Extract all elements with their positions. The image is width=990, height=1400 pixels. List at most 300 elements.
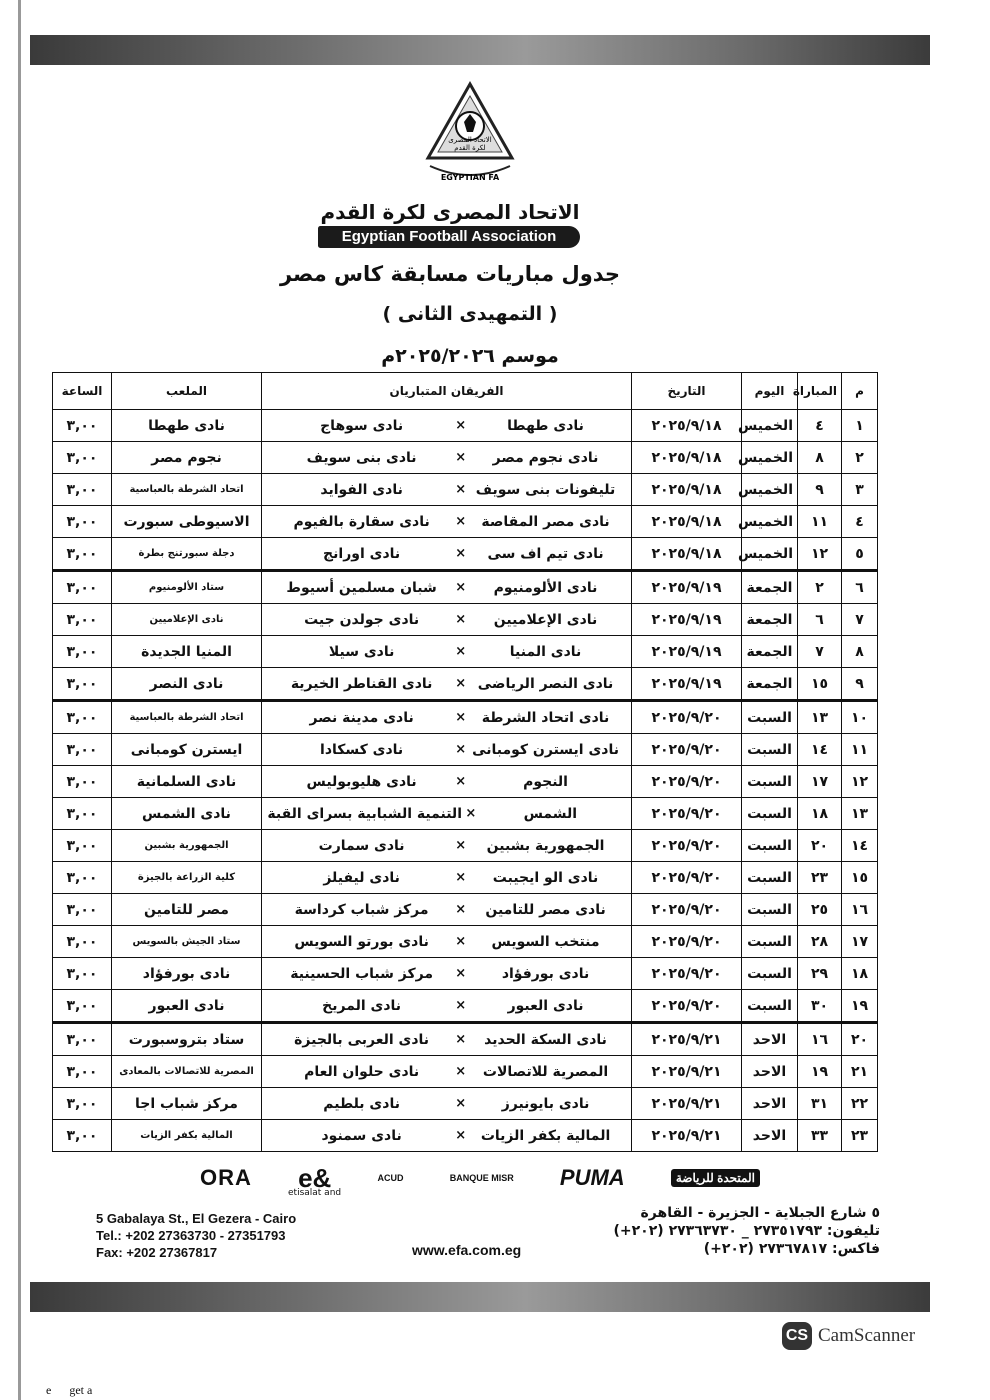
away-team: نادى الفوايد (320, 481, 403, 498)
away-team: نادى ليفيلز (323, 869, 400, 886)
vs-mark: × (455, 676, 467, 691)
cell-time: ٣,٠٠ (53, 636, 112, 668)
home-team: المصرية للاتصالات (482, 1063, 609, 1080)
cell-day: الخميس (742, 442, 798, 474)
cell-match: ١٦ (798, 1023, 842, 1056)
camscanner-watermark (782, 1322, 915, 1350)
cell-venue: نادى السلمانية (112, 766, 262, 798)
cell-time: ٣,٠٠ (53, 1088, 112, 1120)
efa-logo-icon (420, 80, 520, 190)
cell-match: ٨ (798, 442, 842, 474)
away-team: نادى سمارت (318, 837, 405, 854)
cell-match: ٢٩ (798, 958, 842, 990)
cell-venue: الاسيوطى سبورت (112, 506, 262, 538)
cell-date: ٢٠٢٥/٩/٢٠ (632, 894, 742, 926)
teams-wrap (262, 902, 631, 918)
document-title: جدول مباريات مسابقة كاس مصر (279, 262, 621, 286)
vs-mark: × (455, 870, 467, 885)
away-team: مركز شباب كرداسة (294, 901, 429, 918)
cell-match: ٢٠ (798, 830, 842, 862)
cell-teams (262, 990, 632, 1023)
home-team: الشمس (523, 805, 578, 822)
cell-teams (262, 1023, 632, 1056)
cell-time: ٣,٠٠ (53, 604, 112, 636)
cell-day: الجمعة (742, 668, 798, 701)
teams-wrap (262, 580, 631, 596)
footer-tel-en: Tel.: +202 27363730 - 27351793 (96, 1228, 286, 1243)
table-row (53, 701, 878, 734)
cell-teams (262, 1120, 632, 1152)
away-team: نادى سمنود (321, 1127, 402, 1144)
vs-mark: × (455, 1032, 467, 1047)
cell-date: ٢٠٢٥/٩/٢٠ (632, 798, 742, 830)
away-team: نادى جولدن جيت (304, 611, 420, 628)
cell-num: ١٧ (842, 926, 878, 958)
cell-date: ٢٠٢٥/٩/١٨ (632, 538, 742, 571)
home-team: المالية بكفر الزيات (480, 1127, 611, 1144)
cell-date: ٢٠٢٥/٩/٢٠ (632, 830, 742, 862)
cell-num: ٥ (842, 538, 878, 571)
home-team: نادى الو ايجيبت (492, 869, 599, 886)
table-row (53, 442, 878, 474)
cell-day: السبت (742, 798, 798, 830)
footer-fax-ar: فاكس: ٢٧٣٦٧٨١٧ (٢٠٢+) (703, 1241, 880, 1257)
cell-match: ٩ (798, 474, 842, 506)
cell-num: ٦ (842, 571, 878, 604)
cell-num: ٢٢ (842, 1088, 878, 1120)
cell-time: ٣,٠٠ (53, 798, 112, 830)
cell-num: ١٨ (842, 958, 878, 990)
header-match: المباراة (798, 373, 842, 410)
teams-wrap (262, 644, 631, 660)
cell-match: ٧ (798, 636, 842, 668)
cell-venue: نادى النصر (112, 668, 262, 701)
vs-mark: × (455, 482, 467, 497)
cell-date: ٢٠٢٥/٩/١٩ (632, 571, 742, 604)
vs-mark: × (455, 418, 467, 433)
cell-teams (262, 442, 632, 474)
cell-match: ٦ (798, 604, 842, 636)
logo-text-line2: لكرة القدم (454, 144, 486, 152)
away-team: نادى كسكادا (320, 741, 404, 758)
cell-num: ١١ (842, 734, 878, 766)
vs-mark: × (455, 580, 467, 595)
cell-date: ٢٠٢٥/٩/٢١ (632, 1056, 742, 1088)
cell-num: ٩ (842, 668, 878, 701)
cell-teams (262, 506, 632, 538)
teams-wrap (262, 1032, 631, 1048)
cell-date: ٢٠٢٥/٩/٢٠ (632, 926, 742, 958)
cell-venue: المصرية للاتصالات بالمعادى (112, 1056, 262, 1088)
cell-num: ٤ (842, 506, 878, 538)
home-team: نادى اتحاد الشرطة (481, 709, 610, 726)
logo-text-en: EGYPTIAN FA (440, 173, 500, 182)
table-row (53, 410, 878, 442)
vs-mark: × (455, 1096, 467, 1111)
cell-num: ١٩ (842, 990, 878, 1023)
cell-day: الجمعة (742, 636, 798, 668)
cell-num: ١٠ (842, 701, 878, 734)
cell-teams (262, 668, 632, 701)
season-label: موسم ٢٠٢٥/٢٠٢٦م (381, 345, 559, 367)
logo-text-line1: الاتحاد المصرى (448, 136, 492, 144)
cell-time: ٣,٠٠ (53, 990, 112, 1023)
schedule-table (52, 372, 878, 1152)
cell-time: ٣,٠٠ (53, 766, 112, 798)
teams-wrap (262, 870, 631, 886)
table-row (53, 636, 878, 668)
teams-wrap (262, 998, 631, 1014)
cell-match: ٣١ (798, 1088, 842, 1120)
cell-teams (262, 862, 632, 894)
cell-num: ٢٣ (842, 1120, 878, 1152)
cell-time: ٣,٠٠ (53, 538, 112, 571)
cell-venue: اتحاد الشرطة بالعباسية (112, 474, 262, 506)
cell-date: ٢٠٢٥/٩/٢٠ (632, 862, 742, 894)
cell-date: ٢٠٢٥/٩/٢٠ (632, 701, 742, 734)
home-team: نادى السكة الحديد (484, 1031, 607, 1048)
cell-match: ١٥ (798, 668, 842, 701)
cell-time: ٣,٠٠ (53, 571, 112, 604)
cell-match: ١٣ (798, 701, 842, 734)
home-team: نادى طهطا (507, 417, 584, 434)
teams-wrap (262, 450, 631, 466)
table-row (53, 1088, 878, 1120)
cell-time: ٣,٠٠ (53, 1023, 112, 1056)
cell-match: ١٢ (798, 538, 842, 571)
cell-match: ٢٣ (798, 862, 842, 894)
cell-num: ٣ (842, 474, 878, 506)
cell-day: السبت (742, 958, 798, 990)
teams-wrap (262, 676, 631, 692)
cell-teams (262, 571, 632, 604)
cell-date: ٢٠٢٥/٩/٢٠ (632, 734, 742, 766)
teams-wrap (262, 482, 631, 498)
cell-date: ٢٠٢٥/٩/١٩ (632, 636, 742, 668)
away-team: نادى سقارة بالفيوم (293, 513, 430, 530)
vs-mark: × (455, 742, 467, 757)
teams-wrap (262, 1096, 631, 1112)
header-day: اليوم (742, 373, 798, 410)
away-team: نادى بلطيم (323, 1095, 400, 1112)
cell-match: ٣٠ (798, 990, 842, 1023)
teams-wrap (262, 514, 631, 530)
away-team: نادى بنى سويف (306, 449, 417, 466)
away-team: نادى بورتو السويس (294, 933, 429, 950)
teams-wrap (262, 966, 631, 982)
federation-name-ar: الاتحاد المصرى لكرة القدم (320, 200, 580, 224)
cell-day: السبت (742, 701, 798, 734)
cell-date: ٢٠٢٥/٩/٢١ (632, 1120, 742, 1152)
away-team: نادى مدينة نصر (309, 709, 414, 726)
vs-mark: × (455, 934, 467, 949)
home-team: نادى مصر المقاصة (481, 513, 610, 530)
table-header-row (53, 373, 878, 410)
mutahida-logo: المتحدة للرياضة (671, 1169, 760, 1187)
table-row (53, 1120, 878, 1152)
footer-tel-ar: تليفون: ٢٧٣٥١٧٩٣ _ ٢٧٣٦٣٧٣٠ (٢٠٢+) (613, 1223, 880, 1239)
puma-logo: PUMA (559, 1165, 625, 1190)
ora-logo: ORA (200, 1165, 252, 1190)
cell-date: ٢٠٢٥/٩/١٨ (632, 410, 742, 442)
cell-day: السبت (742, 734, 798, 766)
home-team: نادى مصر للتامين (485, 901, 606, 918)
footer-band (30, 1282, 930, 1312)
cell-day: السبت (742, 990, 798, 1023)
cell-date: ٢٠٢٥/٩/١٩ (632, 668, 742, 701)
bottom-note: e get a (46, 1383, 93, 1397)
table-row (53, 538, 878, 571)
vs-mark: × (455, 1128, 467, 1143)
away-team: نادى سوهاج (320, 417, 404, 434)
cell-teams (262, 636, 632, 668)
table-row (53, 1056, 878, 1088)
vs-mark: × (455, 612, 467, 627)
cell-date: ٢٠٢٥/٩/١٨ (632, 474, 742, 506)
cell-day: الخميس (742, 506, 798, 538)
home-team: نادى ايسترن كومبانى (472, 741, 619, 758)
cell-match: ١٩ (798, 1056, 842, 1088)
vs-mark: × (455, 838, 467, 853)
cell-venue: ستاد بتروسبورت (112, 1023, 262, 1056)
federation-name-en: Egyptian Football Association (318, 226, 580, 248)
vs-mark: × (455, 998, 467, 1013)
sponsor-strip (200, 1160, 760, 1196)
cell-date: ٢٠٢٥/٩/٢١ (632, 1023, 742, 1056)
teams-wrap (262, 742, 631, 758)
cell-teams (262, 1056, 632, 1088)
cell-time: ٣,٠٠ (53, 1056, 112, 1088)
cell-num: ٢١ (842, 1056, 878, 1088)
cell-venue: ايسترن كومبانى (112, 734, 262, 766)
cell-num: ١٥ (842, 862, 878, 894)
teams-wrap (262, 612, 631, 628)
away-team: نادى العربى بالجيزة (294, 1031, 430, 1048)
cell-teams (262, 894, 632, 926)
away-team: نادى المريخ (322, 997, 402, 1014)
cell-match: ٤ (798, 410, 842, 442)
cell-venue: نادى بورفؤاد (112, 958, 262, 990)
away-team: نادى سيلا (328, 643, 395, 660)
cell-teams (262, 830, 632, 862)
cell-teams (262, 734, 632, 766)
cell-num: ١٦ (842, 894, 878, 926)
home-team: نادى النصر الرياضى (477, 675, 614, 692)
cell-venue: المالية بكفر الزيات (112, 1120, 262, 1152)
teams-wrap (262, 838, 631, 854)
cell-teams (262, 538, 632, 571)
home-team: نادى بايونيرز (501, 1095, 590, 1112)
cell-time: ٣,٠٠ (53, 701, 112, 734)
cell-day: السبت (742, 766, 798, 798)
cell-teams (262, 766, 632, 798)
away-team: التنمية الشبابية بسراى القبة (267, 805, 462, 822)
home-team: نادى نجوم مصر (492, 449, 599, 466)
home-team: نادى العبور (507, 997, 584, 1014)
home-team: النجوم (523, 773, 568, 790)
cell-num: ١٢ (842, 766, 878, 798)
cell-venue: نادى الإعلاميين (112, 604, 262, 636)
cell-venue: نجوم مصر (112, 442, 262, 474)
cell-day: السبت (742, 894, 798, 926)
cell-venue: مركز شباب اجا (112, 1088, 262, 1120)
cell-date: ٢٠٢٥/٩/٢٠ (632, 766, 742, 798)
cell-day: الاحد (742, 1023, 798, 1056)
vs-mark: × (455, 450, 467, 465)
cell-day: الاحد (742, 1088, 798, 1120)
cell-day: الاحد (742, 1120, 798, 1152)
table-row (53, 990, 878, 1023)
cell-date: ٢٠٢٥/٩/١٨ (632, 506, 742, 538)
table-row (53, 766, 878, 798)
cell-num: ٨ (842, 636, 878, 668)
eand-logo: e& (298, 1162, 332, 1193)
cell-match: ٢٥ (798, 894, 842, 926)
cell-time: ٣,٠٠ (53, 474, 112, 506)
cell-time: ٣,٠٠ (53, 442, 112, 474)
cell-date: ٢٠٢٥/٩/٢٠ (632, 990, 742, 1023)
vs-mark: × (455, 644, 467, 659)
cell-time: ٣,٠٠ (53, 894, 112, 926)
vs-mark: × (465, 806, 477, 821)
cell-day: الخميس (742, 474, 798, 506)
cell-venue: نادى الشمس (112, 798, 262, 830)
cell-match: ١١ (798, 506, 842, 538)
cell-day: السبت (742, 830, 798, 862)
cell-day: السبت (742, 926, 798, 958)
teams-wrap (262, 806, 631, 822)
teams-wrap (262, 546, 631, 562)
cell-time: ٣,٠٠ (53, 926, 112, 958)
cell-num: ٧ (842, 604, 878, 636)
cell-venue: نادى العبور (112, 990, 262, 1023)
cell-venue: ستاد الجيش بالسويس (112, 926, 262, 958)
footer-fax-en: Fax: +202 27367817 (96, 1245, 218, 1260)
table-row (53, 604, 878, 636)
cell-day: الخميس (742, 538, 798, 571)
table-row (53, 958, 878, 990)
teams-wrap (262, 710, 631, 726)
cell-time: ٣,٠٠ (53, 506, 112, 538)
cell-time: ٣,٠٠ (53, 862, 112, 894)
cell-venue: دجلة سبورتنج بطرة (112, 538, 262, 571)
cell-teams (262, 798, 632, 830)
cell-teams (262, 410, 632, 442)
cell-match: ٢٨ (798, 926, 842, 958)
cell-match: ١٧ (798, 766, 842, 798)
cell-time: ٣,٠٠ (53, 958, 112, 990)
footer-contact-ar (614, 1204, 881, 1258)
home-team: نادى بورفؤاد (501, 965, 590, 982)
cell-venue: المنيا الجديدة (112, 636, 262, 668)
table-row (53, 830, 878, 862)
home-team: نادى الألومنيوم (493, 579, 598, 596)
vs-mark: × (455, 774, 467, 789)
away-team: مركز شباب الحسينية (290, 965, 434, 982)
teams-wrap (262, 1128, 631, 1144)
table-row (53, 798, 878, 830)
home-team: نادى تيم اف سى (487, 545, 604, 562)
cell-venue: ستاد الألومنيوم (112, 571, 262, 604)
cell-day: الاحد (742, 1056, 798, 1088)
cell-teams (262, 926, 632, 958)
home-team: الجمهورية بشبين (486, 837, 605, 854)
cell-time: ٣,٠٠ (53, 668, 112, 701)
cell-venue: نادى طهطا (112, 410, 262, 442)
cell-match: ١٨ (798, 798, 842, 830)
teams-wrap (262, 1064, 631, 1080)
cell-venue: كلية الزراعة بالجيزة (112, 862, 262, 894)
table-row (53, 1023, 878, 1056)
table-row (53, 668, 878, 701)
header-num: م (842, 373, 878, 410)
cell-teams (262, 958, 632, 990)
teams-wrap (262, 934, 631, 950)
banque-misr-logo: BANQUE MISR (449, 1173, 514, 1183)
cell-venue: مصر للتامين (112, 894, 262, 926)
cell-num: ٢ (842, 442, 878, 474)
table-row (53, 571, 878, 604)
footer-contact-en (96, 1210, 296, 1261)
eand-tagline: etisalat and (288, 1188, 342, 1198)
cell-match: ٢ (798, 571, 842, 604)
home-team: تليفونات بنى سويف (475, 481, 616, 498)
teams-wrap (262, 774, 631, 790)
cell-date: ٢٠٢٥/٩/٢١ (632, 1088, 742, 1120)
cell-teams (262, 701, 632, 734)
cell-venue: اتحاد الشرطة بالعباسية (112, 701, 262, 734)
table-row (53, 474, 878, 506)
vs-mark: × (455, 902, 467, 917)
camscanner-name: CamScanner (818, 1325, 916, 1346)
footer-address-ar: ٥ شارع الجبلاية - الجزيرة - القاهرة (640, 1205, 880, 1221)
cell-date: ٢٠٢٥/٩/٢٠ (632, 958, 742, 990)
header-band (30, 35, 930, 65)
footer-address-en: 5 Gabalaya St., El Gezera - Cairo (96, 1211, 297, 1226)
header-teams: الفريقان المتباريان (262, 373, 632, 410)
away-team: نادى حلوان العام (304, 1063, 420, 1080)
away-team: شبان مسلمين أسيوط (286, 579, 437, 596)
cell-time: ٣,٠٠ (53, 1120, 112, 1152)
vs-mark: × (455, 514, 467, 529)
cell-date: ٢٠٢٥/٩/١٩ (632, 604, 742, 636)
cell-teams (262, 604, 632, 636)
table-row (53, 894, 878, 926)
cell-match: ١٤ (798, 734, 842, 766)
table-row (53, 926, 878, 958)
teams-wrap (262, 418, 631, 434)
away-team: نادى هليوبوليس (306, 773, 417, 790)
acud-logo: ACUD (377, 1173, 404, 1183)
cell-time: ٣,٠٠ (53, 410, 112, 442)
cell-num: ١٤ (842, 830, 878, 862)
cell-num: ٢٠ (842, 1023, 878, 1056)
round-subtitle: ( التمهيدى الثانى ) (382, 303, 558, 325)
cell-time: ٣,٠٠ (53, 734, 112, 766)
vs-mark: × (455, 710, 467, 725)
footer-website: www.efa.com.eg (412, 1242, 522, 1258)
cell-time: ٣,٠٠ (53, 830, 112, 862)
header-venue: الملعب (112, 373, 262, 410)
home-team: نادى المنيا (509, 643, 582, 660)
cell-num: ١ (842, 410, 878, 442)
camscanner-icon: CS (782, 1322, 812, 1350)
cell-day: الخميس (742, 410, 798, 442)
header-date: التاريخ (632, 373, 742, 410)
cell-day: الجمعة (742, 571, 798, 604)
table-row (53, 506, 878, 538)
page-edge-line (18, 0, 21, 1400)
